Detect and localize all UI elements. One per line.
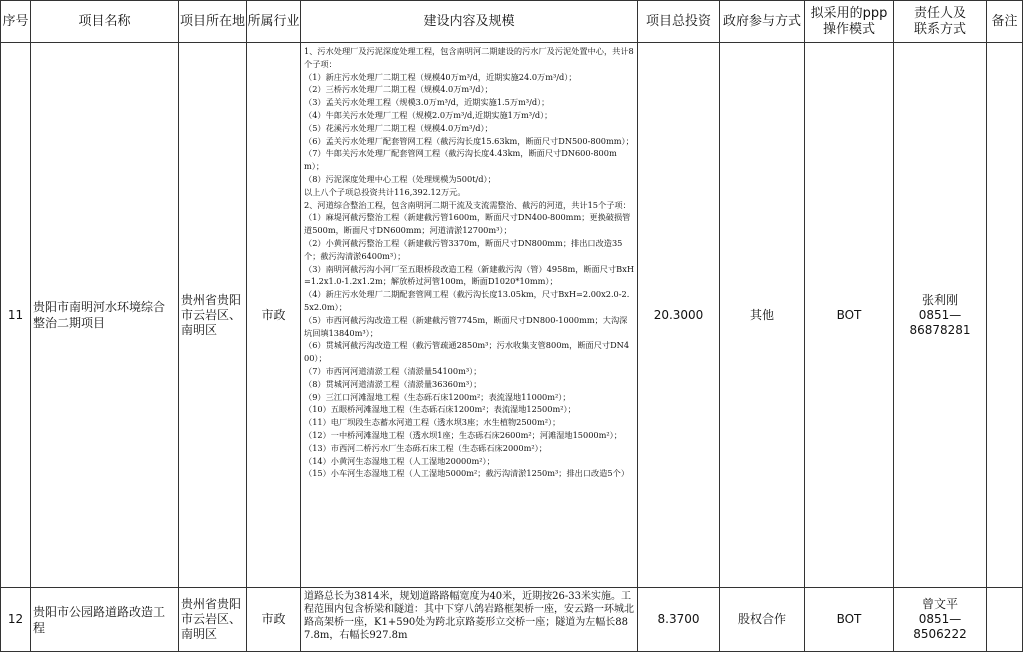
scope-line: （4）新庄污水处理厂二期配套管网工程（截污沟长度13.05km，尺寸BxH=2.00x2.0-2.5x2.0m）； xyxy=(304,289,630,312)
header-industry: 所属行业 xyxy=(247,1,301,43)
table-row xyxy=(1,588,1023,652)
scope-line: （7）牛郎关污水处理厂配套管网工程（截污沟长度4.43km，断面尺寸DN600-800mm）； xyxy=(304,148,617,172)
row-remark xyxy=(987,43,1023,588)
scope-line: 2、河道综合整治工程，包含南明河二期干流及支流需整治、截污的河道，共计15个子项： xyxy=(304,199,631,210)
row-industry: 市政 xyxy=(247,588,301,652)
row-investment: 20.3000 xyxy=(638,43,720,588)
scope-line: （5）花溪污水处理厂二期工程（规模4.0万m³/d）； xyxy=(304,122,493,133)
scope-lines xyxy=(304,45,634,480)
scope-line: （2）三桥污水处理厂二期工程（规模4.0万m³/d）； xyxy=(304,84,493,95)
row-scope xyxy=(301,588,638,652)
scope-line: 1、污水处理厂及污泥深度处理工程，包含南明河二期建设的污水厂及污泥处置中心，共计8个子项： xyxy=(304,46,634,69)
header-contact-line2: 联系方式 xyxy=(913,21,966,37)
row-investment: 8.3700 xyxy=(638,588,720,652)
scope-line: （6）贯城河截污沟改造工程（截污管疏通2850m³；污水收集支管800m，断面尺寸DN400）； xyxy=(304,340,630,364)
header-ppp-mode xyxy=(805,1,894,43)
row-scope xyxy=(301,43,638,588)
row-gov-role: 其他 xyxy=(720,43,805,588)
scope-lines xyxy=(304,590,634,642)
header-contact-line1: 责任人及 xyxy=(913,5,966,21)
row-remark xyxy=(987,588,1023,652)
row-project-name: 贵阳市南明河水环境综合整治二期项目 xyxy=(31,43,179,588)
scope-line: （1）麻堤河截污整治工程（新建截污管1600m，断面尺寸DN400-800mm；更换破损管道500m，断面尺寸DN600mm；河道清淤12700m³）； xyxy=(304,212,631,236)
scope-line: （5）市西河截污沟改造工程（新建截污管7745m，断面尺寸DN800-1000mm；大沟深坑回填13840m³）； xyxy=(304,314,628,338)
header-remark: 备注 xyxy=(987,1,1023,43)
scope-line: （7）市西河河道清淤工程（清淤量54100m³）； xyxy=(304,365,482,376)
table-row xyxy=(1,43,1023,588)
scope-line: （4）牛郎关污水处理厂工程（规模2.0万m³/d,近期实施1万m³/d）； xyxy=(304,109,553,120)
scope-line: （2）小黄河截污整治工程（新建截污管3370m，断面尺寸DN800mm；排出口改造35个；截污沟清淤6400m³）； xyxy=(304,237,623,261)
scope-line: 道路总长为3814米，规划道路路幅宽度为40米，近期按26-33米实施。工程范围内包含桥梁和隧道：其中下穿八鸽岩路框架桥一座，安云路一环城北路高架桥一座，K1+590处为跨北京路菱形立交桥一座；隧道为左幅长887.8m，右幅长927.8m xyxy=(304,591,634,641)
row-location: 贵州省贵阳市云岩区、南明区 xyxy=(179,43,247,588)
header-gov-role: 政府参与方式 xyxy=(720,1,805,43)
row-location: 贵州省贵阳市云岩区、南明区 xyxy=(179,588,247,652)
scope-line: （9）三江口河滩湿地工程（生态砾石床1200m²；表流湿地11000m²）； xyxy=(304,391,571,402)
header-location: 项目所在地 xyxy=(179,1,247,43)
row-contact xyxy=(894,43,987,588)
scope-line: （8）贯城河河道清淤工程（清淤量36360m³）； xyxy=(304,378,482,389)
scope-line: （13）市西河二桥污水厂生态砾石床工程（生态砾石床2000m²）； xyxy=(304,442,547,453)
scope-line: （11）电厂坝段生态蓄水河道工程（透水坝3座；水生植物2500m²）； xyxy=(304,417,561,428)
scope-line: （14）小黄河生态湿地工程（人工湿地20000m²）； xyxy=(304,455,495,466)
row-seq: 11 xyxy=(1,43,31,588)
header-name: 项目名称 xyxy=(31,1,179,43)
row-gov-role: 股权合作 xyxy=(720,588,805,652)
row-ppp-mode: BOT xyxy=(805,43,894,588)
header-contact xyxy=(894,1,987,43)
header-scope: 建设内容及规模 xyxy=(301,1,638,43)
scope-line: （10）五眼桥河滩湿地工程（生态砾石床1200m²；表流湿地12500m²）； xyxy=(304,404,576,415)
scope-line: （1）新庄污水处理厂二期工程（规模40万m³/d，近期实施24.0万m³/d）； xyxy=(304,71,577,82)
row-contact xyxy=(894,588,987,652)
scope-line: （3）孟关污水处理工程（规模3.0万m³/d，近期实施1.5万m³/d）； xyxy=(304,97,550,108)
row-ppp-mode: BOT xyxy=(805,588,894,652)
scope-line: （6）孟关污水处理厂配套管网工程（截污沟长度15.63km，断面尺寸DN500-800mm）； xyxy=(304,135,634,146)
scope-line: （8）污泥深度处理中心工程（处理规模为500t/d）； xyxy=(304,173,496,184)
row-seq: 12 xyxy=(1,588,31,652)
header-seq: 序号 xyxy=(1,1,31,43)
scope-line: （3）南明河截污沟小河厂至五眼桥段改造工程（新建截污沟（管）4958m，断面尺寸BxH=1.2x1.0-1.2x1.2m；解放桥过河管100m，断面D1020*10mm）； xyxy=(304,263,634,287)
row-project-name: 贵阳市公园路道路改造工程 xyxy=(31,588,179,652)
header-ppp-line2: 操作模式 xyxy=(822,21,875,37)
contact-phone: 0851—8506222 xyxy=(913,612,967,641)
contact-name: 张利刚 xyxy=(921,292,958,307)
header-ppp-line1: 拟采用的ppp xyxy=(810,5,888,21)
header-investment: 项目总投资 xyxy=(638,1,720,43)
scope-line: 以上八个子项总投资共计116,392.12万元。 xyxy=(304,186,466,197)
header-row xyxy=(1,1,1023,43)
contact-phone: 0851—86878281 xyxy=(909,307,971,337)
contact-name: 曾文平 xyxy=(921,597,958,611)
scope-line: （12）一中桥河滩湿地工程（透水坝1座；生态砾石床2600m²；河滩湿地15000m²）； xyxy=(304,429,622,440)
row-industry: 市政 xyxy=(247,43,301,588)
scope-line: （15）小车河生态湿地工程（人工湿地5000m²；截污沟清淤1250m³；排出口改造5个） xyxy=(304,468,630,479)
